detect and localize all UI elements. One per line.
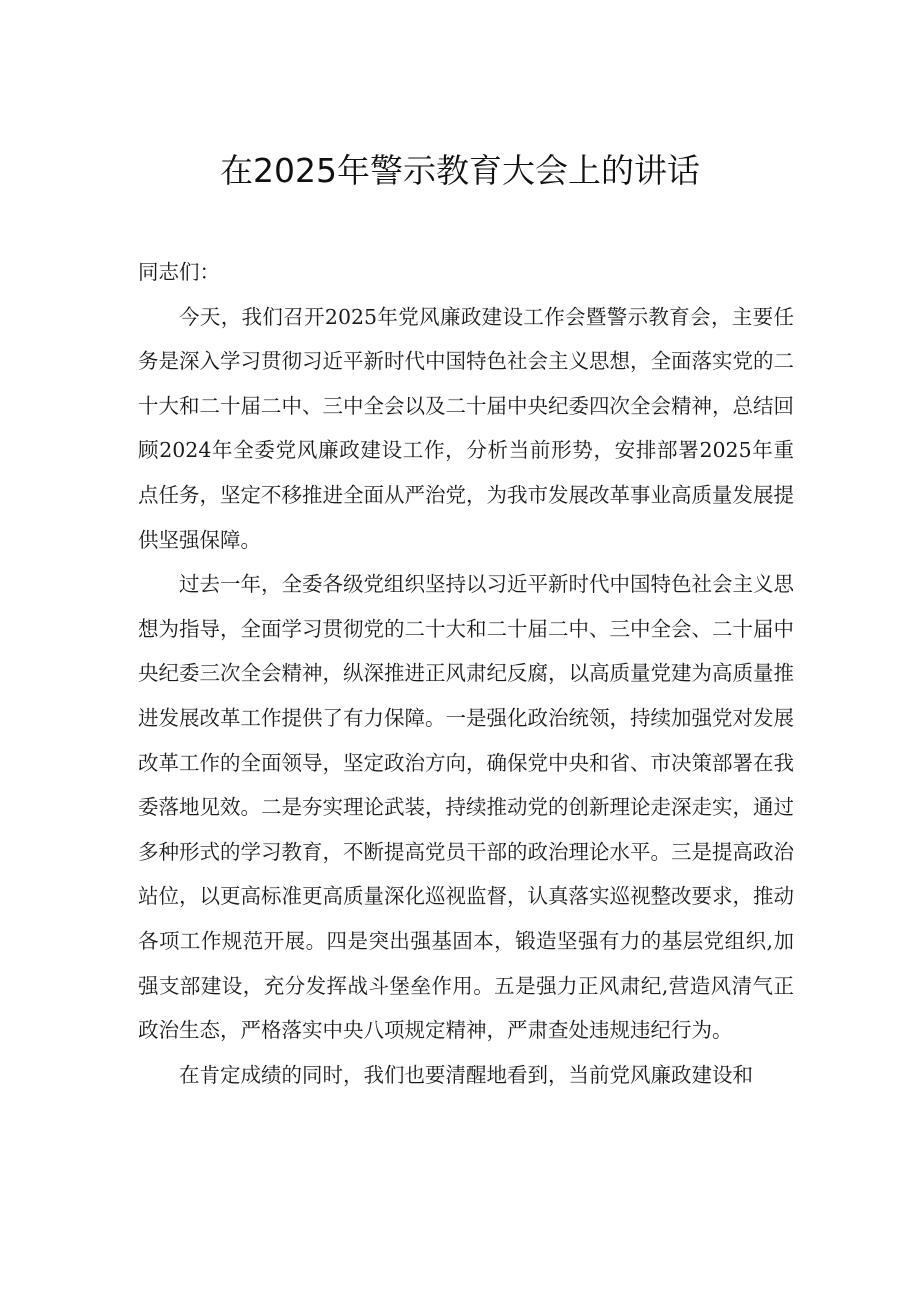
paragraph-review: 过去一年，全委各级党组织坚持以习近平新时代中国特色社会主义思想为指导，全面学习贯彻党的二十大和二十届二中、三中全会、二十届中央纪委三次全会精神，纵深推进正风肃纪反腐，以高质量党建为高质量推进发展改革工作提供了有力保障。一是强化政治统领，持续加强党对发展改革工作的全面领导，坚定政治方向，确保党中央和省、市决策部署在我委落地见效。二是夯实理论武装，持续推动党的创新理论走深走实，通过多种形式的学习教育，不断提高党员干部的政治理论水平。三是提高政治站位，以更高标准更高质量深化巡视监督，认真落实巡视整改要求，推动各项工作规范开展。四是突出强基固本，锻造坚强有力的基层党组织,加强支部建设，充分发挥战斗堡垒作用。五是强力正风肃纪,营造风清气正政治生态，严格落实中央八项规定精神，严肃查处违规违纪行为。 [138,572,794,1043]
paragraph-opening: 今天，我们召开2025年党风廉政建设工作会暨警示教育会，主要任务是深入学习贯彻习近平新时代中国特色社会主义思想，全面落实党的二十大和二十届二中、三中全会以及二十届中央纪委四次全会精神，总结回顾2024年全委党风廉政建设工作，分析当前形势，安排部署2025年重点任务，坚定不移推进全面从严治党，为我市发展改革事业高质量发展提供坚强保障。 [138,304,794,552]
paragraph-problems: 在肯定成绩的同时，我们也要清醒地看到，当前党风廉政建设和 [179,1062,753,1087]
document-body [138,250,794,1097]
salutation: 同志们： [138,260,220,284]
document-title: 在2025年警示教育大会上的讲话 [220,151,700,190]
